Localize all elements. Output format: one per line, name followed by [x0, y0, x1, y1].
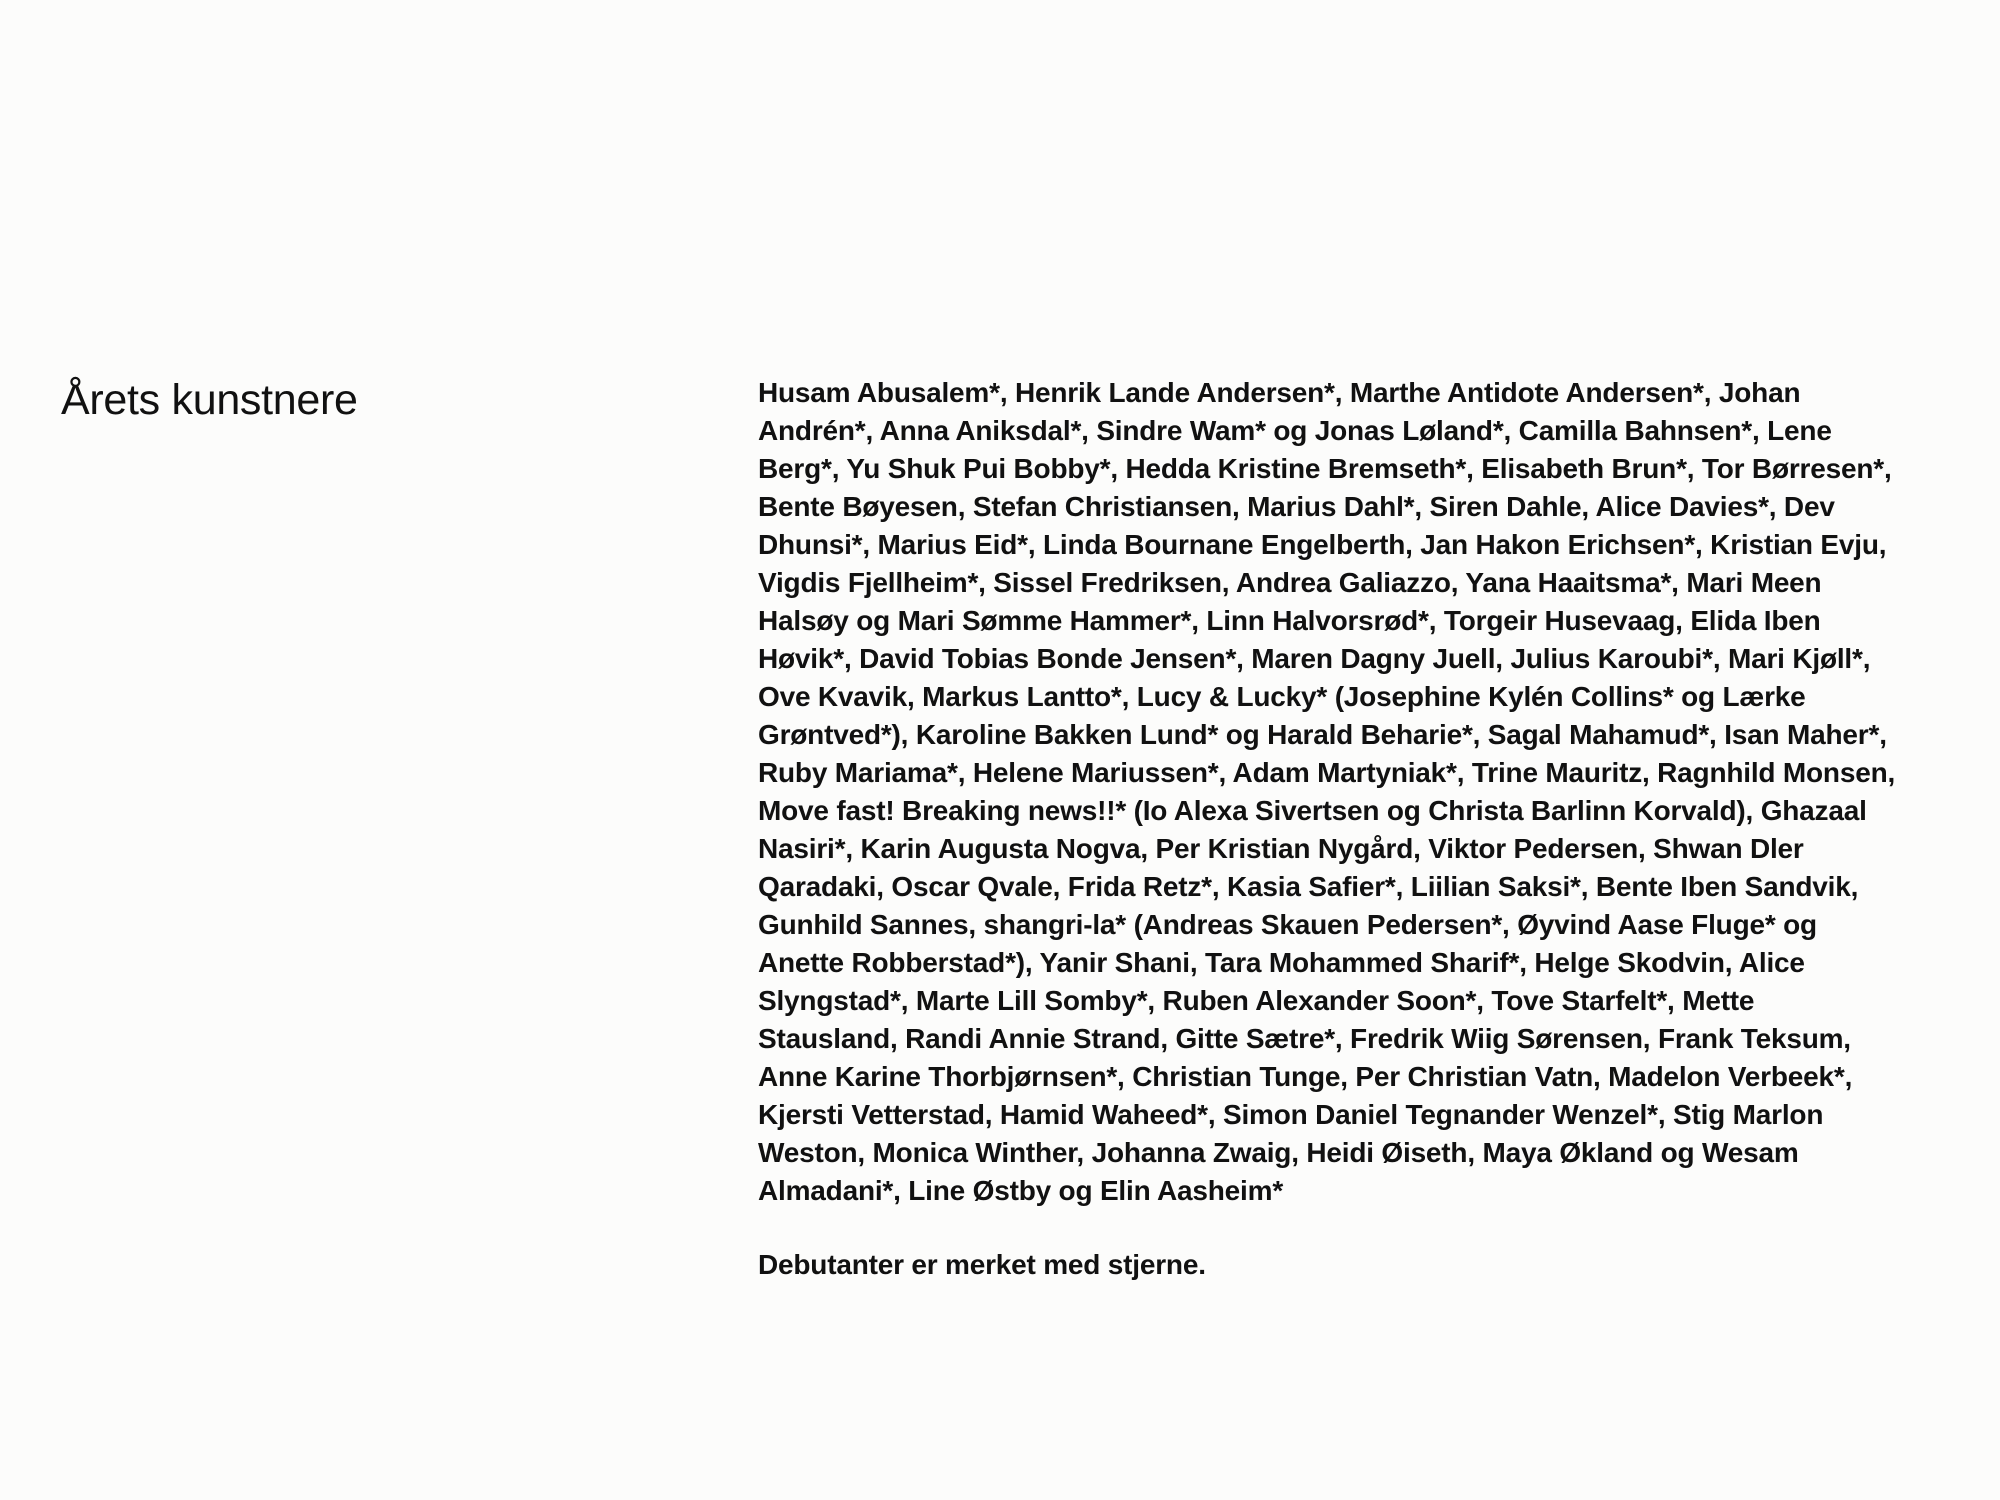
- artist-list-line: Anette Robberstad*), Yanir Shani, Tara Mohammed Sharif*, Helge Skodvin, Alice: [758, 947, 1805, 978]
- artist-list-line: Gunhild Sannes, shangri-la* (Andreas Skauen Pedersen*, Øyvind Aase Fluge* og: [758, 909, 1817, 940]
- artist-list-line: Kjersti Vetterstad, Hamid Waheed*, Simon Daniel Tegnander Wenzel*, Stig Marlon: [758, 1099, 1824, 1130]
- artist-list-line: Anne Karine Thorbjørnsen*, Christian Tunge, Per Christian Vatn, Madelon Verbeek*,: [758, 1061, 1853, 1092]
- artist-list-line: Almadani*, Line Østby og Elin Aasheim*: [758, 1175, 1284, 1206]
- artist-list: [758, 374, 1948, 1210]
- artists-section: [758, 374, 1948, 1284]
- artist-list-line: Nasiri*, Karin Augusta Nogva, Per Kristian Nygård, Viktor Pedersen, Shwan Dler: [758, 833, 1804, 864]
- artist-list-line: Ruby Mariama*, Helene Mariussen*, Adam Martyniak*, Trine Mauritz, Ragnhild Monsen,: [758, 757, 1896, 788]
- artist-list-line: Andrén*, Anna Aniksdal*, Sindre Wam* og Jonas Løland*, Camilla Bahnsen*, Lene: [758, 415, 1832, 446]
- artist-list-line: Ove Kvavik, Markus Lantto*, Lucy & Lucky* (Josephine Kylén Collins* og Lærke: [758, 681, 1806, 712]
- artist-list-line: Weston, Monica Winther, Johanna Zwaig, Heidi Øiseth, Maya Økland og Wesam: [758, 1137, 1799, 1168]
- artist-list-line: Bente Bøyesen, Stefan Christiansen, Marius Dahl*, Siren Dahle, Alice Davies*, Dev: [758, 491, 1835, 522]
- artist-list-line: Stausland, Randi Annie Strand, Gitte Sætre*, Fredrik Wiig Sørensen, Frank Teksum,: [758, 1023, 1851, 1054]
- artist-list-line: Dhunsi*, Marius Eid*, Linda Bournane Engelberth, Jan Hakon Erichsen*, Kristian Evju,: [758, 529, 1887, 560]
- artist-list-line: Vigdis Fjellheim*, Sissel Fredriksen, Andrea Galiazzo, Yana Haaitsma*, Mari Meen: [758, 567, 1822, 598]
- artist-list-line: Move fast! Breaking news!!* (Io Alexa Sivertsen og Christa Barlinn Korvald), Ghazaal: [758, 795, 1867, 826]
- artist-list-line: Berg*, Yu Shuk Pui Bobby*, Hedda Kristine Bremseth*, Elisabeth Brun*, Tor Børresen*,: [758, 453, 1892, 484]
- artist-list-line: Qaradaki, Oscar Qvale, Frida Retz*, Kasia Safier*, Liilian Saksi*, Bente Iben Sandvik,: [758, 871, 1859, 902]
- artist-list-line: Høvik*, David Tobias Bonde Jensen*, Maren Dagny Juell, Julius Karoubi*, Mari Kjøll*,: [758, 643, 1871, 674]
- artist-list-line: Slyngstad*, Marte Lill Somby*, Ruben Alexander Soon*, Tove Starfelt*, Mette: [758, 985, 1755, 1016]
- artist-list-line: Halsøy og Mari Sømme Hammer*, Linn Halvorsrød*, Torgeir Husevaag, Elida Iben: [758, 605, 1821, 636]
- artist-list-line: Husam Abusalem*, Henrik Lande Andersen*, Marthe Antidote Andersen*, Johan: [758, 377, 1801, 408]
- debutant-footnote: Debutanter er merket med stjerne.: [758, 1249, 1206, 1280]
- page-title: Årets kunstnere: [61, 376, 358, 424]
- artist-list-line: Grøntved*), Karoline Bakken Lund* og Harald Beharie*, Sagal Mahamud*, Isan Maher*,: [758, 719, 1887, 750]
